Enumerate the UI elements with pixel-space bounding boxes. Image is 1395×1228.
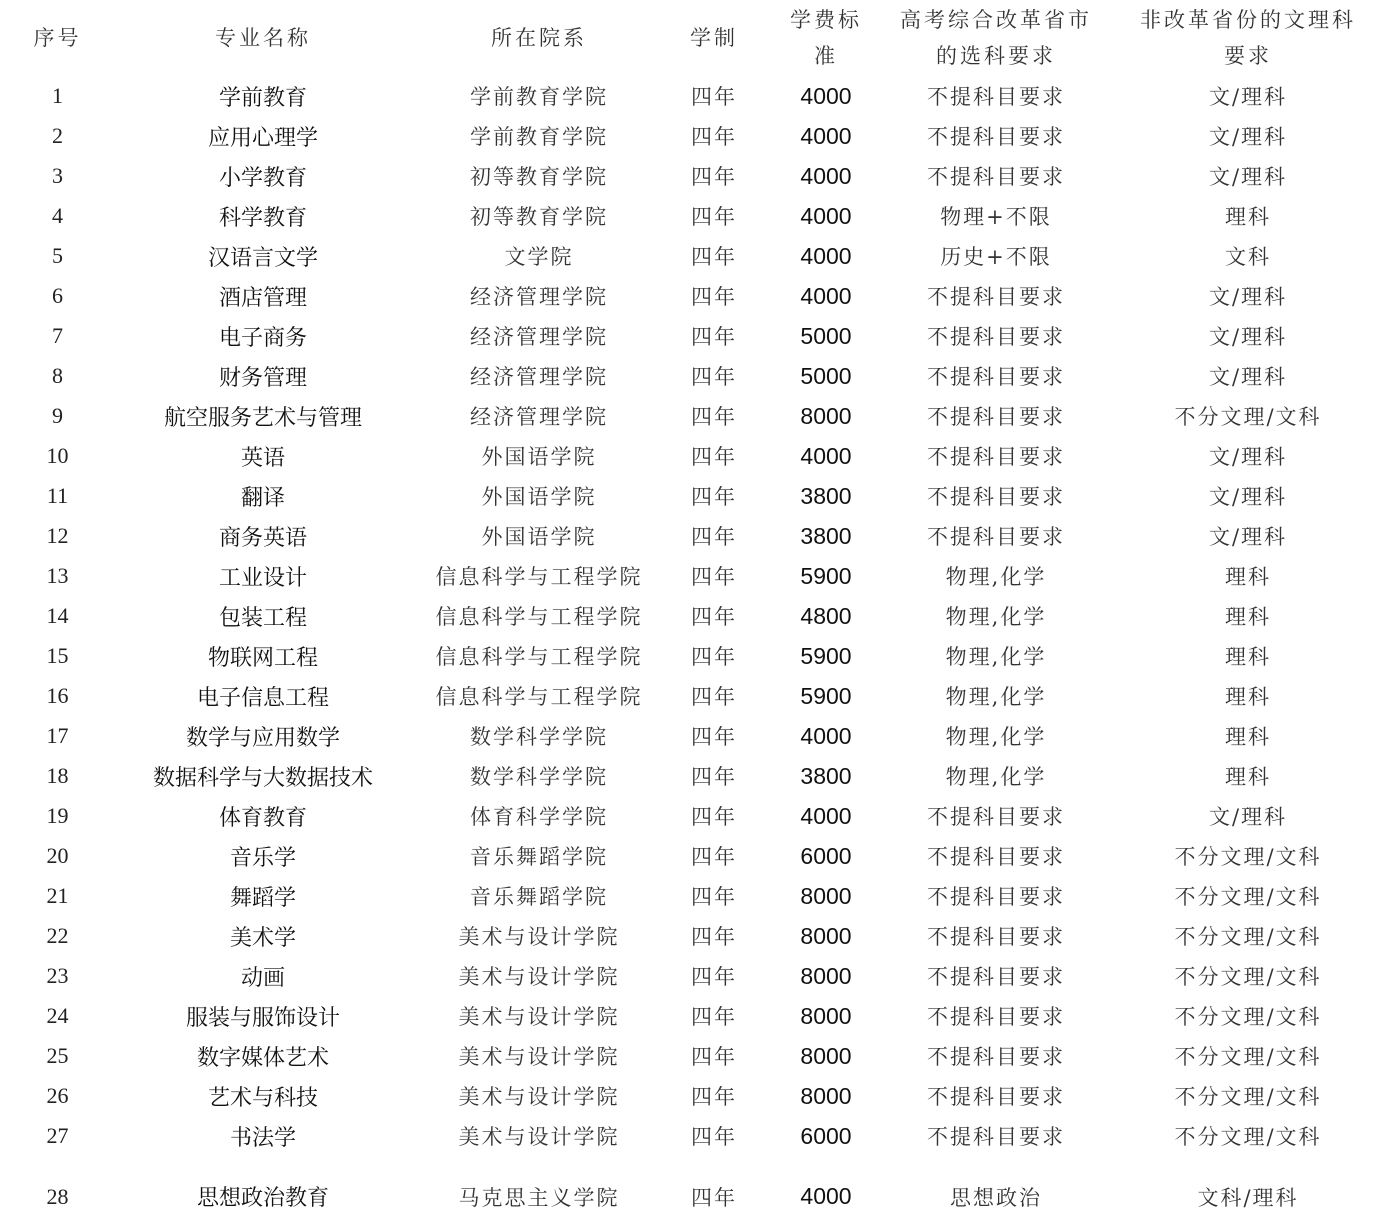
cell-index: 18 bbox=[46, 763, 69, 788]
cell-nonreform: 不分文理/文科 bbox=[1174, 885, 1322, 909]
cell-index: 3 bbox=[52, 163, 63, 188]
cell-index: 19 bbox=[46, 803, 69, 828]
cell-reform: 物理,化学 bbox=[945, 685, 1047, 709]
cell-nonreform: 理科 bbox=[1225, 205, 1271, 229]
cell-major: 服装与服饰设计 bbox=[185, 1005, 340, 1031]
header-major: 专业名称 bbox=[215, 26, 311, 50]
cell-fee: 4000 bbox=[800, 1183, 852, 1209]
table-row bbox=[0, 636, 1395, 676]
cell-nonreform: 文/理科 bbox=[1208, 445, 1288, 469]
table-row bbox=[0, 76, 1395, 116]
cell-nonreform: 文科 bbox=[1225, 245, 1271, 269]
cell-major: 小学教育 bbox=[218, 165, 307, 191]
cell-duration: 四年 bbox=[691, 765, 737, 789]
cell-nonreform: 文/理科 bbox=[1208, 165, 1288, 189]
cell-reform: 不提科目要求 bbox=[927, 405, 1065, 429]
cell-nonreform: 文科/理科 bbox=[1197, 1185, 1299, 1210]
cell-department: 初等教育学院 bbox=[470, 205, 608, 229]
table-row bbox=[0, 436, 1395, 476]
cell-duration: 四年 bbox=[691, 525, 737, 549]
header-fee-line1: 学费标 bbox=[790, 8, 862, 32]
cell-major: 体育教育 bbox=[218, 805, 307, 831]
cell-nonreform: 理科 bbox=[1225, 725, 1271, 749]
cell-fee: 4800 bbox=[800, 602, 852, 629]
cell-index: 6 bbox=[52, 283, 63, 308]
table-row bbox=[0, 836, 1395, 876]
cell-fee: 3800 bbox=[800, 482, 852, 509]
cell-nonreform: 文/理科 bbox=[1208, 85, 1288, 109]
cell-nonreform: 文/理科 bbox=[1208, 365, 1288, 389]
cell-fee: 6000 bbox=[800, 1122, 852, 1149]
cell-reform: 不提科目要求 bbox=[927, 845, 1065, 869]
cell-major: 数据科学与大数据技术 bbox=[152, 765, 373, 791]
cell-index: 21 bbox=[46, 883, 69, 908]
cell-nonreform: 文/理科 bbox=[1208, 325, 1288, 349]
cell-fee: 4000 bbox=[800, 202, 852, 229]
cell-major: 数字媒体艺术 bbox=[196, 1045, 329, 1071]
cell-reform: 物理,化学 bbox=[945, 645, 1047, 669]
cell-index: 8 bbox=[52, 363, 63, 388]
table-row bbox=[0, 876, 1395, 916]
cell-reform: 历史+不限 bbox=[940, 245, 1052, 269]
cell-duration: 四年 bbox=[691, 805, 737, 829]
table-row bbox=[0, 516, 1395, 556]
cell-reform: 不提科目要求 bbox=[927, 1005, 1065, 1029]
cell-duration: 四年 bbox=[691, 1125, 737, 1149]
cell-index: 16 bbox=[46, 683, 69, 708]
cell-duration: 四年 bbox=[691, 445, 737, 469]
table-row bbox=[0, 1036, 1395, 1076]
cell-index: 24 bbox=[46, 1003, 69, 1028]
cell-duration: 四年 bbox=[691, 845, 737, 869]
cell-nonreform: 文/理科 bbox=[1208, 485, 1288, 509]
header-fee-line2: 准 bbox=[814, 44, 838, 68]
cell-reform: 物理,化学 bbox=[945, 565, 1047, 589]
cell-duration: 四年 bbox=[691, 205, 737, 229]
cell-fee: 8000 bbox=[800, 1082, 852, 1109]
cell-reform: 不提科目要求 bbox=[927, 1045, 1065, 1069]
cell-duration: 四年 bbox=[691, 405, 737, 429]
cell-index: 2 bbox=[52, 123, 63, 148]
cell-department: 经济管理学院 bbox=[470, 365, 608, 389]
table-row bbox=[0, 116, 1395, 156]
cell-duration: 四年 bbox=[691, 1185, 737, 1210]
cell-department: 信息科学与工程学院 bbox=[435, 605, 643, 629]
header-nonreform-line2: 要求 bbox=[1224, 44, 1272, 68]
table-row bbox=[0, 556, 1395, 596]
cell-major: 酒店管理 bbox=[218, 285, 307, 311]
cell-major: 翻译 bbox=[240, 485, 285, 511]
cell-fee: 6000 bbox=[800, 842, 852, 869]
cell-major: 电子信息工程 bbox=[196, 685, 329, 711]
cell-index: 22 bbox=[46, 923, 69, 948]
cell-reform: 思想政治 bbox=[950, 1185, 1042, 1210]
cell-index: 13 bbox=[46, 563, 69, 588]
cell-department: 美术与设计学院 bbox=[458, 925, 620, 949]
cell-reform: 不提科目要求 bbox=[927, 365, 1065, 389]
header-fee bbox=[761, 0, 891, 76]
cell-major: 动画 bbox=[240, 965, 285, 991]
header-index: 序号 bbox=[33, 26, 82, 50]
cell-reform: 不提科目要求 bbox=[927, 1085, 1065, 1109]
cell-index: 5 bbox=[52, 243, 63, 268]
cell-nonreform: 不分文理/文科 bbox=[1174, 845, 1322, 869]
header-reform bbox=[891, 0, 1101, 76]
cell-duration: 四年 bbox=[691, 1085, 737, 1109]
header-nonreform-line1: 非改革省份的文理科 bbox=[1140, 8, 1356, 32]
cell-nonreform: 理科 bbox=[1225, 685, 1271, 709]
cell-department: 文学院 bbox=[504, 245, 574, 269]
cell-fee: 4000 bbox=[800, 162, 852, 189]
cell-index: 17 bbox=[46, 723, 69, 748]
cell-reform: 不提科目要求 bbox=[927, 125, 1065, 149]
cell-index: 25 bbox=[46, 1043, 69, 1068]
cell-major: 书法学 bbox=[229, 1125, 296, 1151]
cell-reform: 不提科目要求 bbox=[927, 1125, 1065, 1149]
cell-department: 经济管理学院 bbox=[470, 405, 608, 429]
cell-major: 应用心理学 bbox=[207, 125, 318, 151]
cell-reform: 不提科目要求 bbox=[927, 445, 1065, 469]
cell-index: 12 bbox=[46, 523, 69, 548]
cell-duration: 四年 bbox=[691, 325, 737, 349]
cell-fee: 3800 bbox=[800, 522, 852, 549]
cell-reform: 物理,化学 bbox=[945, 605, 1047, 629]
cell-fee: 4000 bbox=[800, 442, 852, 469]
cell-department: 信息科学与工程学院 bbox=[435, 685, 643, 709]
cell-index: 23 bbox=[46, 963, 69, 988]
table-row bbox=[0, 1116, 1395, 1156]
cell-nonreform: 不分文理/文科 bbox=[1174, 925, 1322, 949]
cell-duration: 四年 bbox=[691, 125, 737, 149]
cell-major: 工业设计 bbox=[218, 565, 307, 591]
cell-department: 数学科学学院 bbox=[470, 765, 608, 789]
header-department: 所在院系 bbox=[491, 26, 587, 50]
cell-index: 26 bbox=[46, 1083, 69, 1108]
table-body bbox=[0, 76, 1395, 1225]
table-row bbox=[0, 196, 1395, 236]
table-row bbox=[0, 356, 1395, 396]
cell-index: 27 bbox=[46, 1123, 69, 1148]
cell-department: 美术与设计学院 bbox=[458, 1005, 620, 1029]
cell-reform: 不提科目要求 bbox=[927, 485, 1065, 509]
cell-duration: 四年 bbox=[691, 85, 737, 109]
header-reform-line1: 高考综合改革省市 bbox=[900, 8, 1092, 32]
cell-duration: 四年 bbox=[691, 285, 737, 309]
cell-fee: 8000 bbox=[800, 922, 852, 949]
cell-nonreform: 不分文理/文科 bbox=[1174, 1085, 1322, 1109]
cell-duration: 四年 bbox=[691, 925, 737, 949]
cell-fee: 4000 bbox=[800, 282, 852, 309]
cell-major: 科学教育 bbox=[218, 205, 307, 231]
cell-nonreform: 文/理科 bbox=[1208, 125, 1288, 149]
cell-duration: 四年 bbox=[691, 485, 737, 509]
cell-fee: 5000 bbox=[800, 322, 852, 349]
header-nonreform bbox=[1101, 0, 1395, 76]
cell-major: 航空服务艺术与管理 bbox=[163, 405, 362, 431]
table-row bbox=[0, 796, 1395, 836]
cell-duration: 四年 bbox=[691, 605, 737, 629]
cell-department: 美术与设计学院 bbox=[458, 1045, 620, 1069]
cell-department: 外国语学院 bbox=[481, 485, 597, 509]
cell-index: 4 bbox=[52, 203, 63, 228]
table-row bbox=[0, 396, 1395, 436]
cell-duration: 四年 bbox=[691, 165, 737, 189]
table-row bbox=[0, 476, 1395, 516]
cell-duration: 四年 bbox=[691, 965, 737, 989]
cell-fee: 4000 bbox=[800, 122, 852, 149]
cell-major: 美术学 bbox=[229, 925, 296, 951]
cell-department: 外国语学院 bbox=[481, 525, 597, 549]
cell-nonreform: 不分文理/文科 bbox=[1174, 965, 1322, 989]
cell-department: 学前教育学院 bbox=[470, 125, 608, 149]
cell-nonreform: 不分文理/文科 bbox=[1174, 1125, 1322, 1149]
cell-major: 舞蹈学 bbox=[229, 885, 296, 911]
cell-fee: 5900 bbox=[800, 682, 852, 709]
table-row bbox=[0, 1156, 1395, 1225]
cell-nonreform: 不分文理/文科 bbox=[1174, 1005, 1322, 1029]
cell-department: 外国语学院 bbox=[481, 445, 597, 469]
cell-major: 财务管理 bbox=[218, 365, 307, 391]
header-row bbox=[0, 0, 1395, 76]
cell-fee: 8000 bbox=[800, 1002, 852, 1029]
cell-nonreform: 文/理科 bbox=[1208, 525, 1288, 549]
cell-reform: 不提科目要求 bbox=[927, 165, 1065, 189]
cell-nonreform: 理科 bbox=[1225, 605, 1271, 629]
table-row bbox=[0, 316, 1395, 356]
cell-index: 7 bbox=[52, 323, 63, 348]
cell-major: 包装工程 bbox=[218, 605, 307, 631]
cell-reform: 物理,化学 bbox=[945, 765, 1047, 789]
cell-reform: 不提科目要求 bbox=[927, 805, 1065, 829]
cell-reform: 不提科目要求 bbox=[927, 965, 1065, 989]
cell-department: 数学科学学院 bbox=[470, 725, 608, 749]
table-row bbox=[0, 676, 1395, 716]
table-row bbox=[0, 276, 1395, 316]
cell-major: 艺术与科技 bbox=[207, 1085, 318, 1111]
cell-duration: 四年 bbox=[691, 885, 737, 909]
cell-fee: 8000 bbox=[800, 882, 852, 909]
cell-reform: 物理+不限 bbox=[940, 205, 1052, 229]
cell-nonreform: 不分文理/文科 bbox=[1174, 1045, 1322, 1069]
cell-duration: 四年 bbox=[691, 565, 737, 589]
cell-fee: 4000 bbox=[800, 242, 852, 269]
cell-fee: 3800 bbox=[800, 762, 852, 789]
cell-department: 信息科学与工程学院 bbox=[435, 645, 643, 669]
cell-nonreform: 文/理科 bbox=[1208, 285, 1288, 309]
cell-fee: 8000 bbox=[800, 1042, 852, 1069]
header-reform-line2: 的选科要求 bbox=[936, 44, 1056, 68]
cell-reform: 不提科目要求 bbox=[927, 85, 1065, 109]
cell-duration: 四年 bbox=[691, 725, 737, 749]
cell-department: 初等教育学院 bbox=[470, 165, 608, 189]
cell-fee: 5000 bbox=[800, 362, 852, 389]
cell-department: 美术与设计学院 bbox=[458, 965, 620, 989]
table-row bbox=[0, 956, 1395, 996]
cell-department: 马克思主义学院 bbox=[458, 1185, 620, 1210]
cell-major: 英语 bbox=[240, 445, 285, 471]
cell-reform: 不提科目要求 bbox=[927, 885, 1065, 909]
cell-department: 体育科学学院 bbox=[470, 805, 608, 829]
cell-department: 美术与设计学院 bbox=[458, 1085, 620, 1109]
cell-nonreform: 理科 bbox=[1225, 645, 1271, 669]
cell-duration: 四年 bbox=[691, 685, 737, 709]
table-row bbox=[0, 916, 1395, 956]
table-row bbox=[0, 236, 1395, 276]
header-duration: 学制 bbox=[690, 26, 738, 50]
cell-major: 商务英语 bbox=[218, 525, 307, 551]
cell-fee: 5900 bbox=[800, 642, 852, 669]
table-row bbox=[0, 996, 1395, 1036]
cell-fee: 4000 bbox=[800, 722, 852, 749]
cell-index: 15 bbox=[46, 643, 69, 668]
cell-index: 1 bbox=[52, 83, 63, 108]
cell-fee: 5900 bbox=[800, 562, 852, 589]
cell-index: 11 bbox=[46, 483, 69, 508]
table-row bbox=[0, 156, 1395, 196]
cell-index: 20 bbox=[46, 843, 69, 868]
table-row bbox=[0, 1076, 1395, 1116]
cell-duration: 四年 bbox=[691, 645, 737, 669]
cell-department: 信息科学与工程学院 bbox=[435, 565, 643, 589]
cell-major: 物联网工程 bbox=[207, 645, 318, 671]
cell-nonreform: 理科 bbox=[1225, 565, 1271, 589]
cell-major: 电子商务 bbox=[218, 325, 307, 351]
cell-reform: 不提科目要求 bbox=[927, 325, 1065, 349]
cell-index: 14 bbox=[46, 603, 69, 628]
cell-major: 数学与应用数学 bbox=[185, 725, 340, 751]
table-row bbox=[0, 756, 1395, 796]
cell-fee: 4000 bbox=[800, 82, 852, 109]
table-row bbox=[0, 716, 1395, 756]
cell-fee: 4000 bbox=[800, 802, 852, 829]
cell-department: 音乐舞蹈学院 bbox=[470, 885, 608, 909]
cell-nonreform: 不分文理/文科 bbox=[1174, 405, 1322, 429]
cell-reform: 物理,化学 bbox=[945, 725, 1047, 749]
cell-reform: 不提科目要求 bbox=[927, 925, 1065, 949]
cell-duration: 四年 bbox=[691, 1045, 737, 1069]
cell-duration: 四年 bbox=[691, 365, 737, 389]
cell-department: 学前教育学院 bbox=[470, 85, 608, 109]
cell-department: 音乐舞蹈学院 bbox=[470, 845, 608, 869]
cell-fee: 8000 bbox=[800, 402, 852, 429]
cell-department: 经济管理学院 bbox=[470, 285, 608, 309]
cell-reform: 不提科目要求 bbox=[927, 285, 1065, 309]
cell-major: 学前教育 bbox=[218, 85, 307, 111]
cell-reform: 不提科目要求 bbox=[927, 525, 1065, 549]
cell-major: 思想政治教育 bbox=[196, 1186, 329, 1211]
cell-duration: 四年 bbox=[691, 245, 737, 269]
cell-department: 美术与设计学院 bbox=[458, 1125, 620, 1149]
cell-fee: 8000 bbox=[800, 962, 852, 989]
cell-index: 9 bbox=[52, 403, 63, 428]
cell-department: 经济管理学院 bbox=[470, 325, 608, 349]
cell-major: 汉语言文学 bbox=[207, 245, 318, 271]
cell-major: 音乐学 bbox=[229, 845, 296, 871]
cell-duration: 四年 bbox=[691, 1005, 737, 1029]
cell-index: 28 bbox=[46, 1183, 69, 1209]
cell-index: 10 bbox=[46, 443, 69, 468]
cell-nonreform: 文/理科 bbox=[1208, 805, 1288, 829]
cell-nonreform: 理科 bbox=[1225, 765, 1271, 789]
table-row bbox=[0, 596, 1395, 636]
